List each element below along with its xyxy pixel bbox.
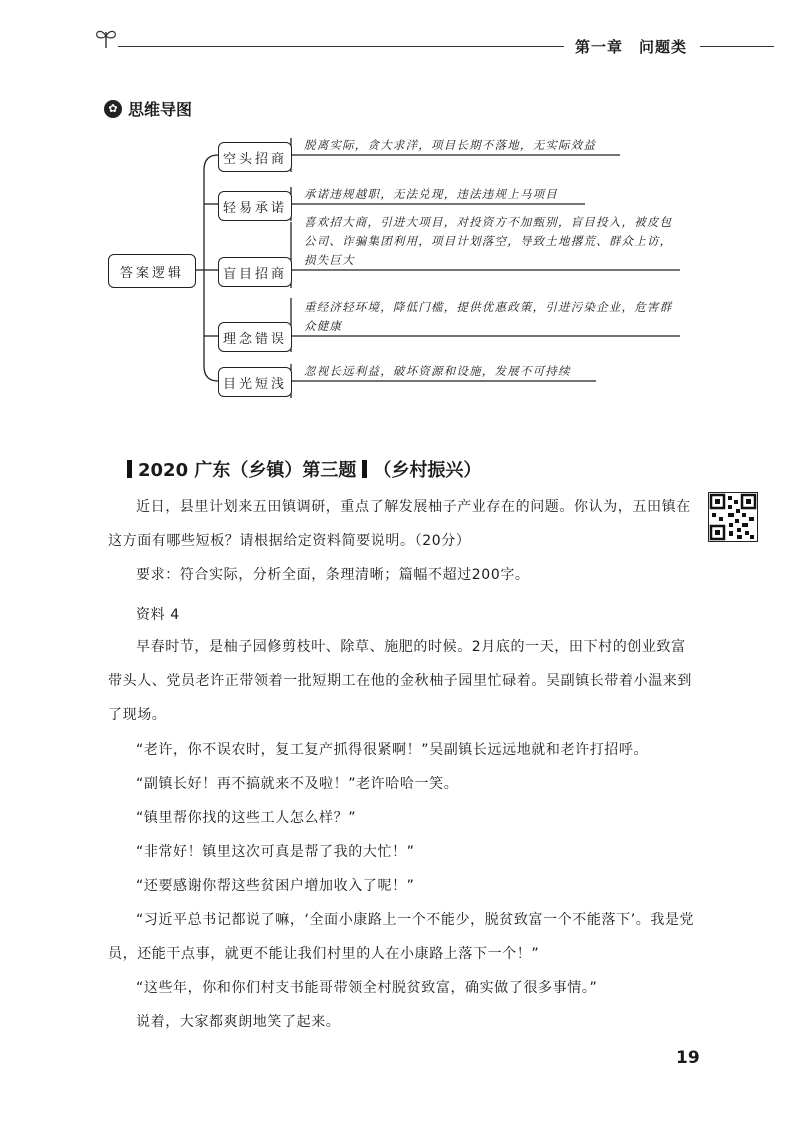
material-paragraph: 说着，大家都爽朗地笑了起来。 [136,1014,341,1030]
mindmap-note: 脱离实际，贪大求洋，项目长期不落地，无实际效益 [304,138,597,152]
mindmap-branch-box: 空头招商 [218,142,292,172]
material-paragraph: “习近平总书记都说了嘛，‘全面小康路上一个不能少，脱贫致富一个不能落下’。我是党员，还能干点事，就更不能让我们村里的人在小康路上落下一个！” [108,912,695,962]
chapter-title: 第一章 问题类 [575,38,688,56]
section-title-main: 2020 广东（乡镇）第三题 [138,460,357,481]
material-paragraph: “副镇长好！再不搞就来不及啦！”老许哈哈一笑。 [136,776,459,792]
qr-code-icon[interactable] [708,492,758,542]
material-paragraph: 早春时节，是柚子园修剪枝叶、除草、施肥的时候。2月底的一天，田下村的创业致富带头人、党员老许正带领着一批短期工在他的金秋柚子园里忙碌着。吴副镇长带着小温来到了现场。 [108,639,692,723]
question-requirement: 要求：符合实际，分析全面，条理清晰；篇幅不超过200字。 [136,567,530,583]
page-number: 19 [676,1048,700,1068]
material-paragraph: “这些年，你和你们村支书能哥带领全村脱贫致富，确实做了很多事情。” [136,980,598,996]
mindmap-branch-box: 轻易承诺 [218,191,292,221]
title-bar-left [127,460,132,478]
mindmap-heading-text: 思维导图 [128,100,193,119]
question-text: 近日，县里计划来五田镇调研，重点了解发展柚子产业存在的问题。你认为，五田镇在这方面有哪些短板？请根据给定资料简要说明。（20分） [108,499,691,549]
mindmap-branch-box: 目光短浅 [218,367,292,397]
material-paragraph: “老许，你不误农时，复工复产抓得很紧啊！”吴副镇长远远地就和老许打招呼。 [136,742,649,758]
mindmap-note: 忽视长远利益，破坏资源和设施，发展不可持续 [304,364,571,378]
mindmap-connectors [0,0,800,420]
section-title-sub: （乡村振兴） [373,460,482,481]
material-paragraph: “还要感谢你帮这些贫困户增加收入了呢！” [136,878,415,894]
section-title [121,456,481,482]
mindmap-branch-box: 理念错误 [218,322,292,352]
material-paragraph: “镇里帮你找的这些工人怎么样？” [136,810,357,826]
material-paragraph: “非常好！镇里这次可真是帮了我的大忙！” [136,844,415,860]
mindmap-note: 喜欢招大商，引进大项目，对投资方不加甄别，盲目投入，被皮包公司、诈骗集团利用，项目计划落空，导致土地撂荒、群众上访，损失巨大 [304,215,673,267]
mindmap-branch-box: 盲目招商 [218,257,292,287]
mindmap-note: 承诺违规越职，无法兑现，违法违规上马项目 [304,187,558,201]
mindmap-badge-icon: ✿ [104,100,122,118]
material-label: 资料 4 [136,607,180,623]
mindmap-note: 重经济轻环境，降低门槛，提供优惠政策，引进污染企业，危害群众健康 [304,300,673,333]
mindmap-root-box: 答案逻辑 [108,254,196,288]
title-bar-right [362,460,367,478]
